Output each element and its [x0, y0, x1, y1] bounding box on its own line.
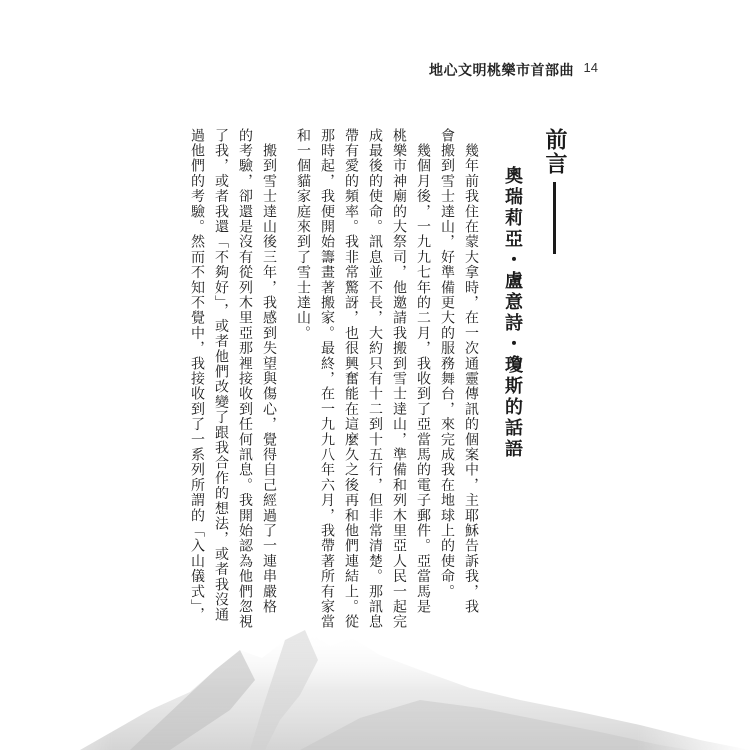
- body-line: 幾個月後，一九九七年的二月，我收到了亞當馬的電子郵件。亞當馬是: [415, 128, 431, 615]
- running-header: 地心文明桃樂市首部曲: [429, 63, 574, 79]
- section-subtitle: 奧瑞莉亞・盧意詩・瓊斯的話語: [502, 166, 523, 460]
- section-title-text: 前言: [542, 128, 567, 176]
- body-line: 的考驗，卻還是沒有從列木里亞那裡接收到任何訊息。我開始認為他們忽視: [237, 128, 253, 630]
- body-line: 桃樂市神廟的大祭司，他邀請我搬到雪士達山，準備和列木里亞人民一起完: [391, 128, 407, 630]
- body-line: 成最後的使命。訊息並不長，大約只有十二到十五行，但非常清楚。那訊息: [367, 128, 383, 630]
- body-line: 搬到雪士達山後三年，我感到失望與傷心，覺得自己經過了一連串嚴格: [261, 128, 277, 615]
- section-title: [543, 128, 565, 268]
- mountain-illustration: [0, 600, 750, 750]
- body-line: 和一個貓家庭來到了雪士達山。: [295, 128, 311, 341]
- body-line: 帶有愛的頻率。我非常驚訝，也很興奮能在這麼久之後再和他們連結上。從: [343, 128, 359, 630]
- body-line: 了我，或者我還「不夠好」，或者他們改變了跟我合作的想法，或者我沒通: [213, 128, 229, 623]
- body-line: 過他們的考驗。然而不知不覺中，我接收到了一系列所謂的「入山儀式」，: [189, 128, 205, 623]
- body-line: 那時起，我便開始籌畫著搬家。最終，在一九九八年六月，我帶著所有家當: [319, 128, 335, 630]
- body-line: 會搬到雪士達山，好準備更大的服務舞台，來完成我在地球上的使命。: [439, 128, 455, 600]
- body-line: 幾年前我住在蒙大拿時，在一次通靈傳訊的個案中，主耶穌告訴我，我: [463, 128, 479, 615]
- title-dash: [553, 182, 556, 254]
- page-number: 14: [583, 60, 598, 75]
